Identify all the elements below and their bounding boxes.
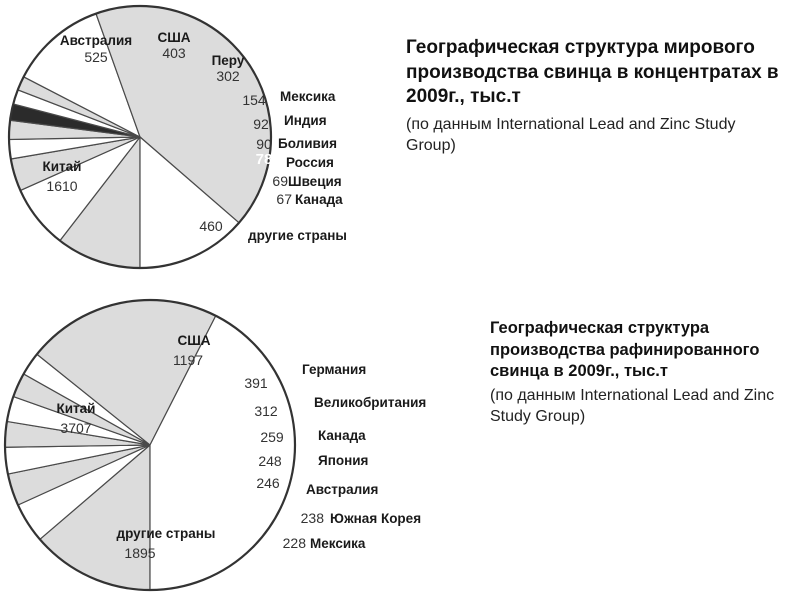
chart1-label-name-10: Китай	[42, 159, 82, 174]
chart1-subtitle: (по данным International Lead and Zinc Study Group)	[406, 115, 736, 154]
chart2-label-value-2: 391	[244, 375, 268, 391]
chart2-label-value-1: 1197	[172, 352, 204, 368]
chart2-title: Географическая структура производства рафинированного свинца в 2009г., тыс.т	[490, 319, 760, 380]
chart2-label-name-8: Мексика	[310, 536, 366, 551]
chart2-label-name-10: Китай	[56, 401, 96, 416]
chart1-label-name-3: Мексика	[280, 89, 336, 104]
chart2-label-value-10: 3707	[60, 420, 92, 436]
chart2-label-name-4: Канада	[318, 428, 366, 443]
chart1-label-name-1: США	[157, 30, 191, 45]
chart1-label-value-1: 403	[162, 45, 186, 61]
chart1-label-value-4: 92	[253, 116, 269, 132]
chart1-title: Географическая структура мирового производства свинца в концентратах в 2009г., тыс.т	[406, 37, 779, 107]
chart2-caption	[490, 318, 790, 427]
chart1-label-value-5: 90	[256, 136, 272, 152]
chart2-label-name-1: США	[177, 333, 211, 348]
chart1-label-name-9: другие страны	[248, 228, 347, 243]
chart2-label-name-9: другие страны	[116, 526, 216, 541]
chart2-label-value-8: 228	[282, 535, 306, 551]
chart2-label-name-3: Великобритания	[314, 395, 427, 410]
chart2-label-value-6: 246	[256, 475, 280, 491]
chart1-label-value-9: 460	[199, 218, 223, 234]
chart2-label-value-5: 248	[258, 453, 282, 469]
chart1-label-value-3: 154	[242, 92, 266, 108]
chart1-label-name-8: Канада	[295, 192, 343, 207]
chart2-label-name-5: Япония	[318, 453, 369, 468]
chart1-label-value-6: 78	[255, 151, 273, 168]
chart1-caption	[406, 36, 786, 156]
chart2-subtitle: (по данным International Lead and Zinc Study Group)	[490, 386, 775, 425]
chart2-label-value-3: 312	[254, 403, 278, 419]
chart1-label-value-8: 67	[276, 191, 292, 207]
chart1-label-value-11: 525	[84, 49, 108, 65]
chart1-label-value-2: 302	[216, 68, 240, 84]
chart2-label-value-9: 1895	[124, 545, 156, 561]
chart2-label-name-6: Австралия	[306, 482, 379, 497]
chart1-label-name-4: Индия	[284, 113, 327, 128]
chart2-label-name-2: Германия	[302, 362, 367, 377]
chart1-label-name-11: Австралия	[59, 33, 133, 48]
chart1-label-name-7: Швеция	[288, 174, 342, 189]
chart2-label-value-7: 238	[300, 510, 324, 526]
chart1-label-value-7: 69	[272, 173, 288, 189]
chart1-label-name-2: Перу	[211, 53, 245, 68]
chart2-label-value-4: 259	[260, 429, 284, 445]
chart2-label-name-7: Южная Корея	[330, 511, 422, 526]
chart1-label-name-6: Россия	[286, 155, 334, 170]
pie-chart-1	[9, 6, 347, 268]
chart1-label-value-10: 1610	[46, 178, 78, 194]
chart1-label-name-5: Боливия	[278, 136, 337, 151]
pie-chart-2	[5, 300, 426, 590]
